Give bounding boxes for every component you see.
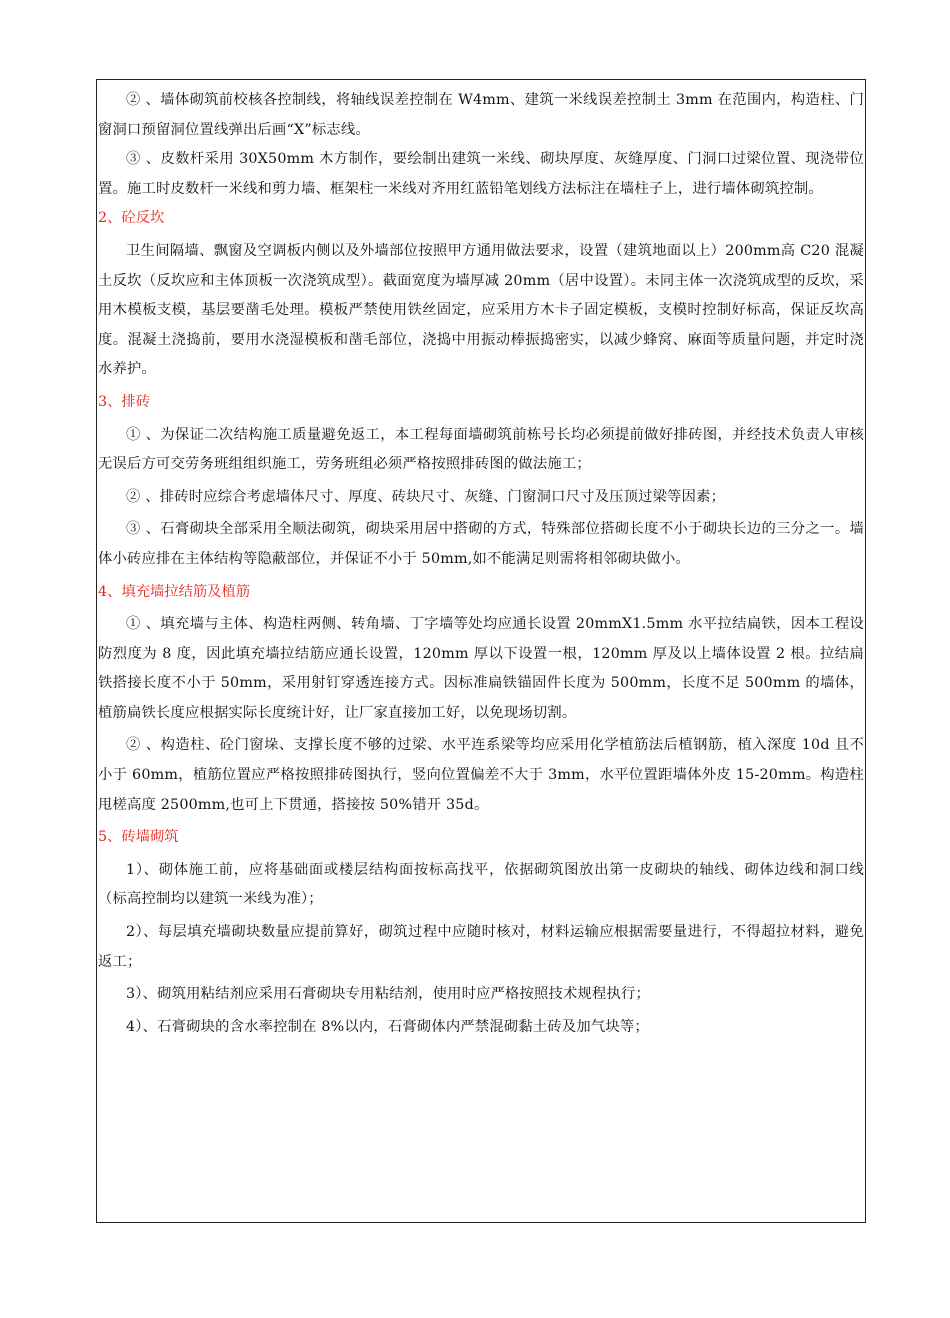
- paragraph-masonry-4: 4）、石膏砌块的含水率控制在 8%以内，石膏砌体内严禁混砌黏土砖及加气块等；: [126, 1018, 649, 1035]
- paragraph-brick-layout-2: ② 、排砖时应综合考虑墙体尺寸、厚度、砖块尺寸、灰缝、门窗洞口尺寸及压顶过梁等因素；: [126, 488, 726, 505]
- paragraph-tie-bars-2: ② 、构造柱、砼门窗垛、支撑长度不够的过梁、水平连系梁等均应采用化学植筋法后植钢筋，植入深度 10d 且不小于 60mm，植筋位置应严格按照排砖图执行，竖向位置偏差不大于 3mm，水平位置距墙体外皮 15-20mm。构造柱甩槎高度 2500mm,也可上下贯通，搭接按 50%错开 35d。: [98, 737, 864, 813]
- paragraph-control-lines: ② 、墙体砌筑前校核各控制线，将轴线误差控制在 W4mm、建筑一米线误差控制土 3mm 在范围内，构造柱、门窗洞口预留洞位置线弹出后画“X”标志线。: [98, 92, 864, 138]
- paragraph-masonry-2: 2）、每层填充墙砌块数量应提前算好，砌筑过程中应随时核对，材料运输应根据需要量进行，不得超拉材料，避免返工；: [98, 924, 864, 970]
- document-body: [96, 86, 866, 1042]
- paragraph-tie-bars-1: ① 、填充墙与主体、构造柱两侧、转角墙、丁字墙等处均应通长设置 20mmX1.5mm 水平拉结扁铁，因本工程设防烈度为 8 度，因此填充墙拉结筋应通长设置，120mm 厚以下设置一根，120mm 厚及以上墙体设置 2 根。拉结扁铁搭接长度不小于 50mm，采用射钉穿透连接方式。因标准扁铁锚固件长度为 500mm，长度不足 500mm 的墙体，植筋扁铁长度应根据实际长度统计好，让厂家直接加工好，以免现场切割。: [98, 616, 864, 721]
- paragraph-masonry-1: 1）、砌体施工前，应将基础面或楼层结构面按标高找平，依据砌筑图放出第一皮砌块的轴线、砌体边线和洞口线（标高控制均以建筑一米线为准）；: [98, 861, 864, 908]
- paragraph-story-pole: ③ 、皮数杆采用 30X50mm 木方制作，要绘制出建筑一米线、砌块厚度、灰缝厚度、门洞口过梁位置、现浇带位置。施工时皮数杆一米线和剪力墙、框架柱一米线对齐用红蓝铅笔划线方法标注在墙柱子上，进行墙体砌筑控制。: [98, 151, 864, 197]
- section-heading-masonry: 5、砖墙砌筑: [98, 829, 179, 846]
- paragraph-brick-layout-3: ③ 、石膏砌块全部采用全顺法砌筑，砌块采用居中搭砌的方式，特殊部位搭砌长度不小于砌块长边的三分之一。墙体小砖应排在主体结构等隐蔽部位，并保证不小于 50mm,如不能满足则需将相邻砌块做小。: [98, 521, 864, 567]
- paragraph-curb: 卫生间隔墙、飘窗及空调板内侧以及外墙部位按照甲方通用做法要求，设置（建筑地面以上）200mm高 C20 混凝土反坎（反坎应和主体顶板一次浇筑成型）。截面宽度为墙厚减 20mm（居中设置）。未同主体一次浇筑成型的反坎，采用木模板支模，基层要凿毛处理。模板严禁使用铁丝固定，应采用方木卡子固定模板，支模时控制好标高，保证反坎高度。混凝土浇捣前，要用水浇湿模板和凿毛部位，浇捣中用振动棒振捣密实，以减少蜂窝、麻面等质量问题，并定时浇水养护。: [98, 242, 864, 378]
- section-heading-brick-layout: 3、排砖: [98, 393, 150, 410]
- paragraph-brick-layout-1: ① 、为保证二次结构施工质量避免返工，本工程每面墙砌筑前栋号长均必须提前做好排砖图，并经技术负责人审核无误后方可交劳务班组组织施工，劳务班组必须严格按照排砖图的做法施工；: [98, 426, 864, 473]
- section-heading-curb: 2、砼反坎: [98, 210, 165, 227]
- paragraph-masonry-3: 3）、砌筑用粘结剂应采用石膏砌块专用粘结剂，使用时应严格按照技术规程执行；: [126, 986, 651, 1003]
- section-heading-tie-bars: 4、填充墙拉结筋及植筋: [98, 583, 251, 600]
